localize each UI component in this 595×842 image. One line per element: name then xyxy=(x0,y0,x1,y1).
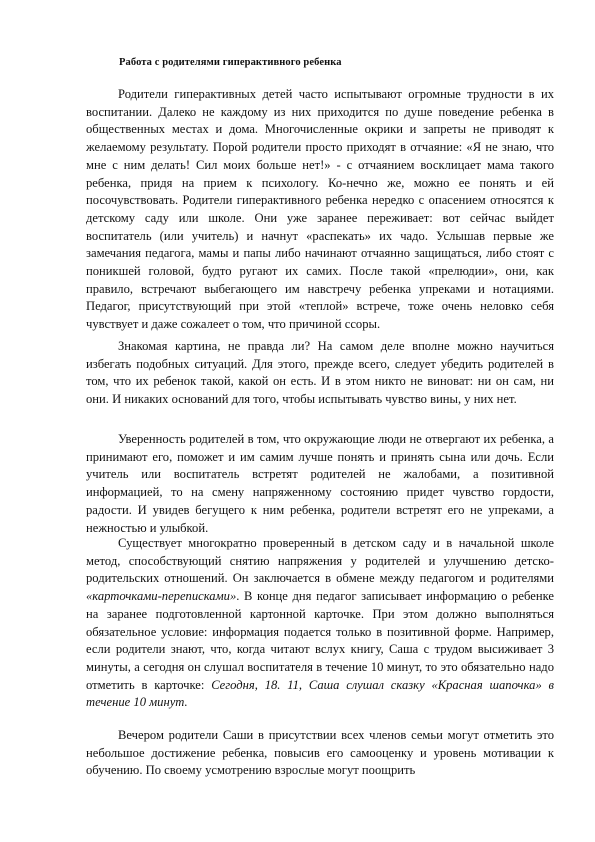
paragraph-4-text xyxy=(86,535,554,712)
cards-term: «карточками-переписками» xyxy=(86,589,237,604)
paragraph-1-text: Родители гиперактивных детей часто испытывают огромные трудности в их воспитании. Далеко не каждому из них приходится по душе поведение ребенка в общественных местах и дома. Многочисленные окрики и запреты не приводят к желаемому результату. Порой родители просто приходят в отчаяние: «Я не знаю, что мне с ним делать! Сил моих больше нет!» - с отчаянием восклицает мама такого ребенка, придя на прием к психологу. Ко-нечно же, можно ее понять и ей посочувствовать. Родители гиперактивного ребенка нередко с опасением относятся к детскому саду или школе. Они уже заранее переживает: вот сейчас выйдет воспитатель (или учитель) и начнут «распекать» их чадо. Услышав первые же замечания педагога, мамы и папы либо начинают отчаянно защищаться, либо стоят с поникшей головой, будто ругают их самих. После такой «прелюдии», они, как правило, встречают выбегающего им навстречу ребенка упреками и нотациями. Педагог, присутствующий при этой «теплой» встрече, тоже очень неловко себя чувствует и даже сожалеет о том, что причиной ссоры. xyxy=(86,87,554,332)
paragraph-4-part-1: Существует многократно проверенный в детском саду и в начальной школе метод, способствующий снятию напряжения у родителей и улучшению детско-родительских отношений. Он заключается в обмене между педагогом и родителями xyxy=(86,536,554,586)
paragraph-5-text: Вечером родители Саши в присутствии всех членов семьи могут отметить это небольшое достижение ребенка, повысив его самооценку и уровень мотивации к обучению. По своему усмотрению взрослые могут поощрить xyxy=(86,728,554,778)
paragraph-3 xyxy=(86,431,554,537)
paragraph-2-text: Знакомая картина, не правда ли? На самом деле вполне можно научиться избегать подобных ситуаций. Для этого, прежде всего, следует убедить родителей в том, что их ребенок такой, какой он есть. И в этом никто не виноват: ни он сам, ни они. И никаких оснований для того, чтобы испытывать чувство вины, у них нет. xyxy=(86,339,554,407)
paragraph-5 xyxy=(86,727,554,780)
page-title: Работа с родителями гиперактивного ребенка xyxy=(119,57,342,68)
paragraph-2 xyxy=(86,338,554,409)
paragraph-4-part-3: . В конце дня педагог записывает информацию о ребенке на заранее подготовленной картонной карточке. При этом должно выполняться обязательное условие: информация подается только в позитивной форме. Например, если родители знают, что, когда читают вслух книгу, Саша с трудом высиживает 3 минуты, а сегодня он слушал воспитателя в течение 10 минут, то это обязательно надо отметить в карточке: xyxy=(86,589,554,692)
paragraph-4 xyxy=(86,535,554,712)
paragraph-3-text: Уверенность родителей в том, что окружающие люди не отвергают их ребенка, а принимают его, поможет и им самим лучше понять и принять сына или дочь. Если учитель или воспитатель встретят родителей не жалобами, а позитивной информацией, то на смену напряженному состоянию придет чувство гордости, радости. И увидев бегущего к ним ребенка, родители встретят его не упреками, а нежностью и улыбкой. xyxy=(86,432,554,535)
paragraph-1 xyxy=(86,86,554,334)
card-example: Сегодня, 18. 11, Саша слушал сказку «Красная шапочка» в течение 10 минут. xyxy=(86,677,554,710)
